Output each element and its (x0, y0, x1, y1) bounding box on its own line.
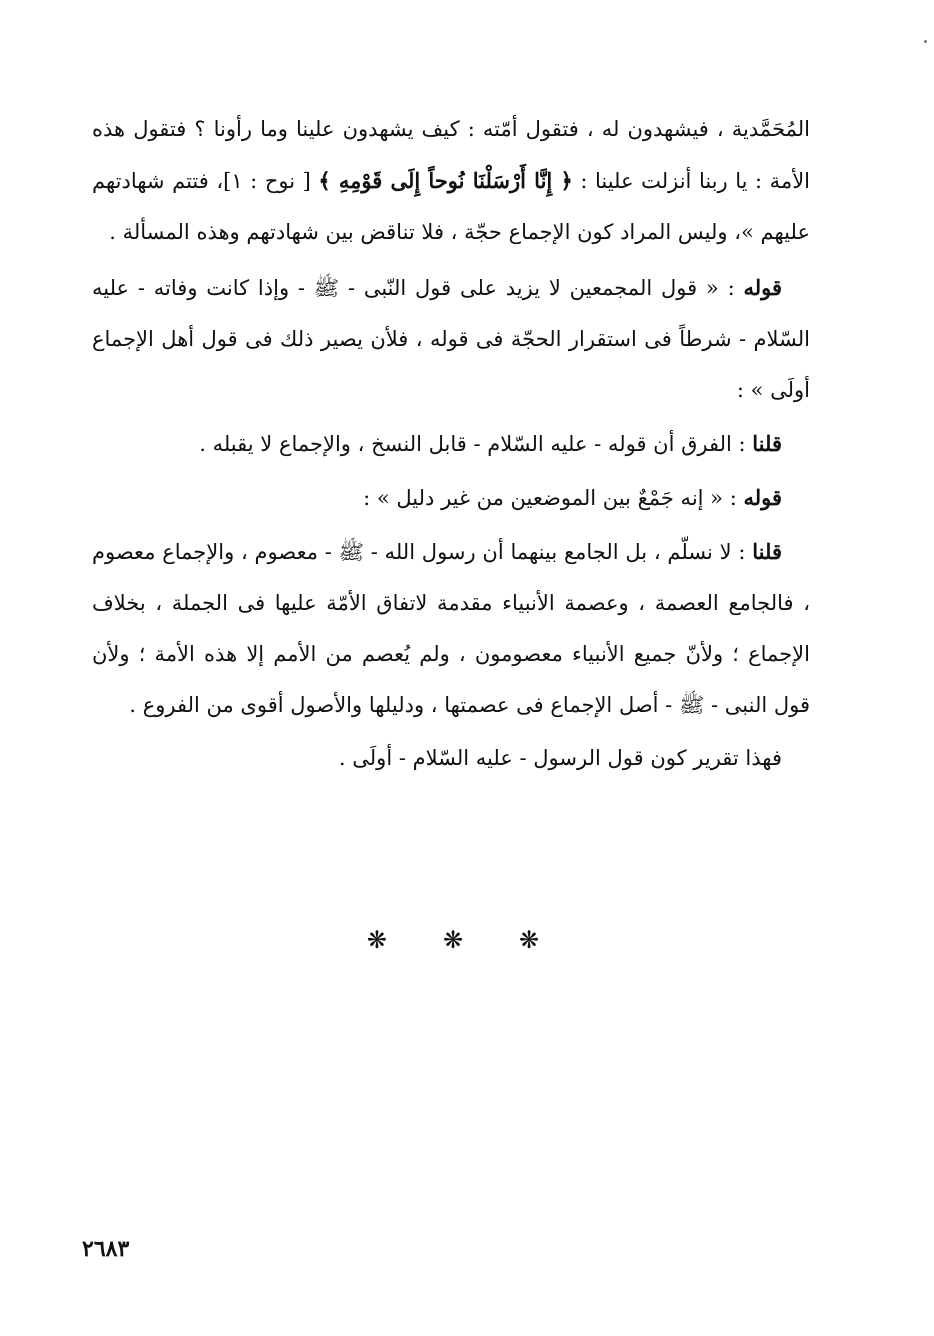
asterism-icon: ❋ (442, 926, 492, 954)
paragraph-1 (92, 104, 810, 258)
scan-speck (924, 40, 927, 43)
paragraph-2 (92, 262, 810, 416)
paragraph-4 (92, 472, 810, 524)
paragraph-5-text: : لا نسلّم ، بل الجامع بينهما أن رسول الله - ﷺ - معصوم ، والإجماع معصوم ، فالجامع العصمة ، وعصمة الأنبياء مقدمة لاتفاق الأمّة عليها فى الجملة ، بخلاف الإجماع ؛ ولأنّ جميع الأنبياء معصومون ، ولم يُعصم من الأمم إلا هذه الأمة ؛ ولأن قول النبى - ﷺ - أصل الإجماع فى عصمتها ، ودليلها والأصول أقوى من الفروع . (92, 540, 810, 717)
paragraph-4-text: : « إنه جَمْعٌ بين الموضعين من غير دليل » : (363, 486, 744, 510)
paragraph-3 (92, 418, 810, 470)
paragraph-5-lead: قلنا (752, 539, 782, 564)
paragraph-6 (92, 733, 810, 784)
asterism-icon: ❋ (519, 926, 568, 954)
asterism-icon: ❋ (366, 926, 415, 954)
paragraph-2-lead: قوله (743, 275, 782, 300)
section-separator (0, 926, 934, 954)
paragraph-1-text-a: المُحَمَّدية ، فيشهدون له ، فتقول أمّته : كيف يشهدون علينا وما رأونا ؟ فتقول هذه الأمة : يا ربنا أنزلت علينا : (92, 117, 810, 193)
paragraph-1-text-b: [ نوح : ١]، فتتم شهادتهم عليهم »، وليس المراد كون الإجماع حجّة ، فلا تناقض بين شهادتهم وهذه المسألة . (92, 169, 810, 244)
quran-verse: ﴿ إِنَّا أَرْسَلْنَا نُوحاً إِلَى قَوْمِهِ ﴾ (318, 168, 573, 193)
paragraph-3-text: : الفرق أن قوله - عليه السّلام - قابل النسخ ، والإجماع لا يقبله . (199, 432, 753, 456)
body-text (92, 104, 810, 786)
paragraph-4-lead: قوله (743, 485, 782, 510)
paragraph-2-text: : « قول المجمعين لا يزيد على قول النّبى - ﷺ - وإذا كانت وفاته - عليه السّلام - شرطاً فى استقرار الحجّة فى قوله ، فلأن يصير ذلك فى قول أهل الإجماع أولَى » : (92, 276, 810, 402)
paragraph-6-text: فهذا تقرير كون قول الرسول - عليه السّلام - أولَى . (338, 746, 782, 770)
page-number: ٢٦٨٣ (82, 1236, 130, 1262)
paragraph-3-lead: قلنا (752, 431, 782, 456)
paragraph-5 (92, 526, 810, 731)
